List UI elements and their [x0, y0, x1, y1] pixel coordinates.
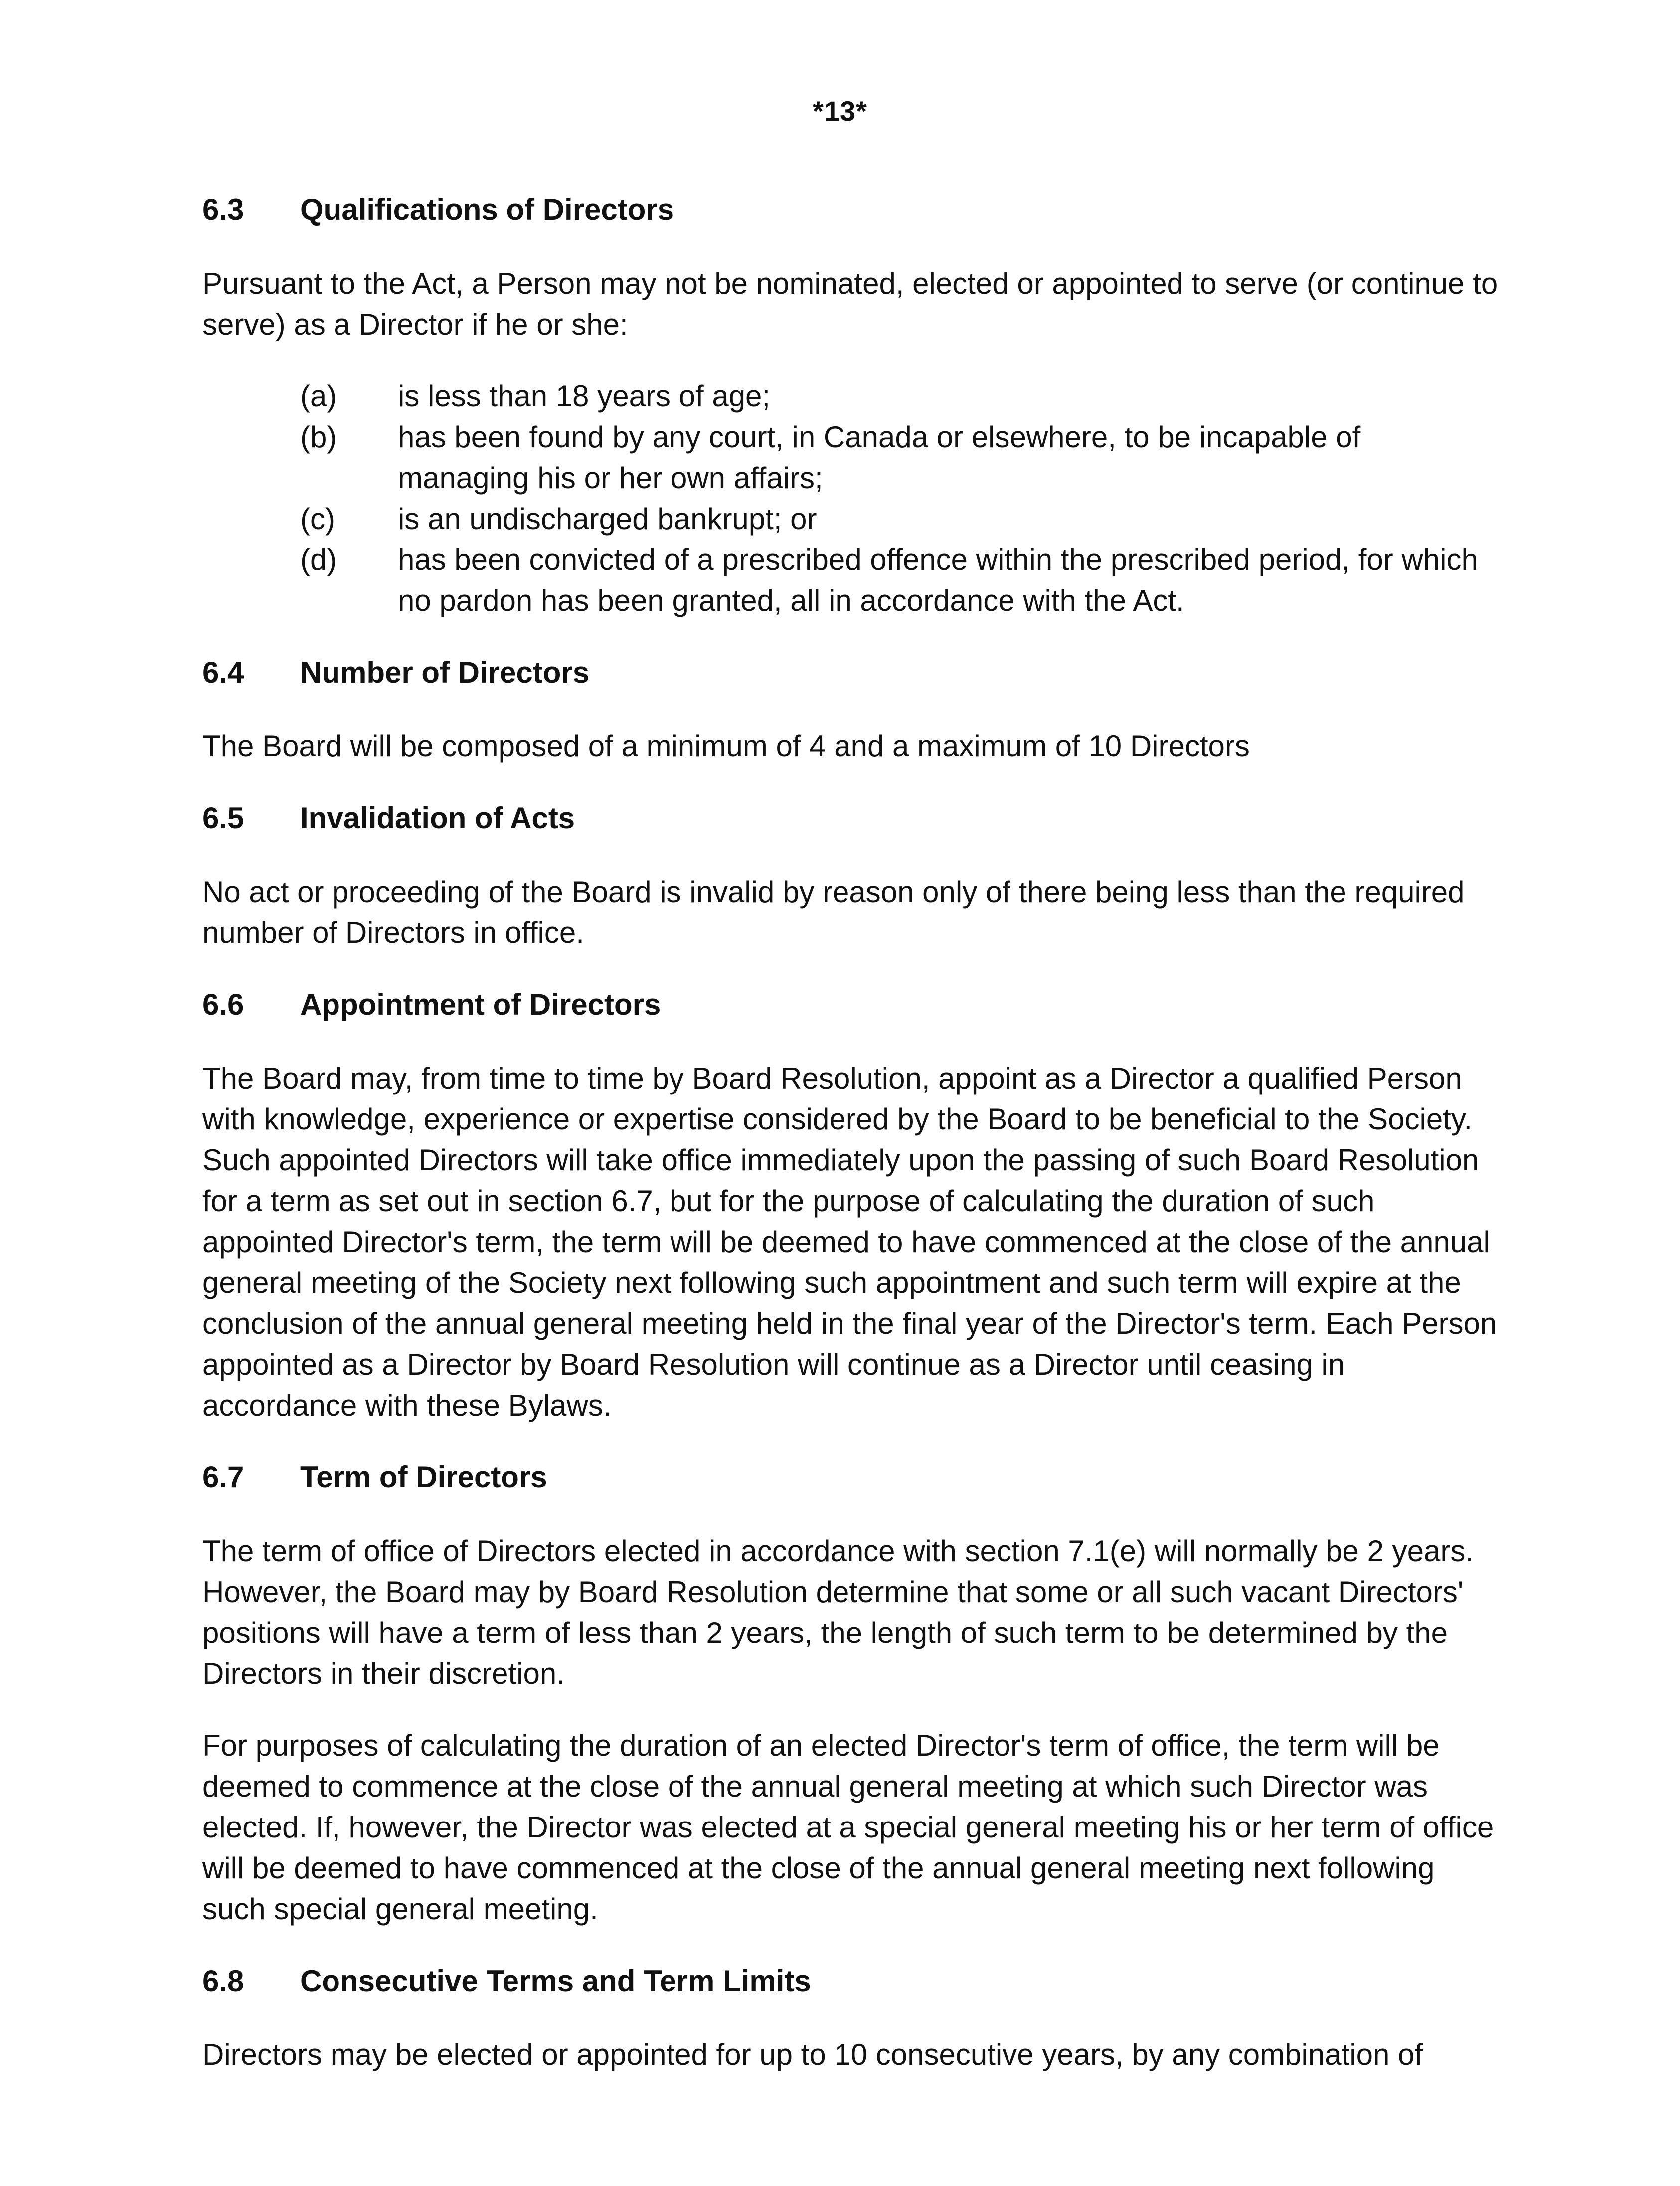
list-marker: (d) — [300, 543, 337, 576]
section-heading-6-4 — [202, 652, 1499, 693]
section-paragraph: The Board will be composed of a minimum of 4 and a maximum of 10 Directors — [202, 729, 1250, 763]
list-marker: (b) — [300, 420, 337, 454]
section-heading-6-5 — [202, 798, 1499, 839]
section-paragraph: The term of office of Directors elected in accordance with section 7.1(e) will normally be 2 years. However, the Board may by Board Resolution determine that some or all such vacant Directors' positions will have a term of less than 2 years, the length of such term to be determined by the Directors in their discretion. — [202, 1534, 1474, 1690]
section-paragraph: The Board may, from time to time by Board Resolution, appoint as a Director a qualified Person with knowledge, experience or expertise considered by the Board to be beneficial to the Society. Such appointed Directors will take office immediately upon the passing of such Board Resolution for a term as set out in section 6.7, but for the purpose of calculating the duration of such appointed Director's term, the term will be deemed to have commenced at the close of the annual general meeting of the Society next following such appointment and such term will expire at the conclusion of the annual general meeting held in the final year of the Director's term. Each Person appointed as a Director by Board Resolution will continue as a Director until ceasing in accordance with these Bylaws. — [202, 1062, 1497, 1422]
list-item-text: has been found by any court, in Canada or elsewhere, to be incapable of managing his or her own affairs; — [398, 420, 1361, 495]
section-title: Term of Directors — [300, 1460, 547, 1494]
list-item — [300, 540, 1499, 621]
section-paragraph: For purposes of calculating the duration of an elected Director's term of office, the term will be deemed to commence at the close of the annual general meeting at which such Director was elected. If, however, the Director was elected at a special general meeting his or her term of office will be deemed to have commenced at the close of the annual general meeting next following such special general meeting. — [202, 1729, 1494, 1926]
list-item-text: has been convicted of a prescribed offence within the prescribed period, for which no pardon has been granted, all in accordance with the Act. — [398, 543, 1478, 617]
list-item — [300, 499, 1499, 540]
section-title: Number of Directors — [300, 656, 590, 689]
section-heading-6-8 — [202, 1961, 1499, 2002]
section-title: Qualifications of Directors — [300, 193, 674, 226]
list-item-text: is an undischarged bankrupt; or — [398, 502, 817, 536]
section-heading-6-3 — [202, 189, 1499, 230]
qualifications-list — [300, 376, 1499, 621]
list-item-text: is less than 18 years of age; — [398, 379, 771, 413]
section-number: 6.6 — [202, 988, 244, 1021]
list-marker: (a) — [300, 379, 337, 413]
section-number: 6.4 — [202, 656, 244, 689]
section-paragraph: Directors may be elected or appointed for up to 10 consecutive years, by any combination of — [202, 2038, 1423, 2071]
section-paragraph: Pursuant to the Act, a Person may not be nominated, elected or appointed to serve (or continue to serve) as a Director if he or she: — [202, 267, 1498, 341]
list-item — [300, 417, 1499, 499]
section-number: 6.7 — [202, 1460, 244, 1494]
document-body — [202, 189, 1499, 2075]
section-number: 6.3 — [202, 193, 244, 226]
list-marker: (c) — [300, 502, 335, 536]
section-number: 6.8 — [202, 1964, 244, 1998]
section-heading-6-7 — [202, 1457, 1499, 1498]
page-number: *13* — [813, 95, 867, 127]
list-item — [300, 376, 1499, 417]
section-heading-6-6 — [202, 984, 1499, 1025]
section-title: Consecutive Terms and Term Limits — [300, 1964, 811, 1998]
section-number: 6.5 — [202, 801, 244, 835]
section-paragraph: No act or proceeding of the Board is invalid by reason only of there being less than the required number of Directors in office. — [202, 875, 1465, 949]
section-title: Appointment of Directors — [300, 988, 661, 1021]
section-title: Invalidation of Acts — [300, 801, 575, 835]
